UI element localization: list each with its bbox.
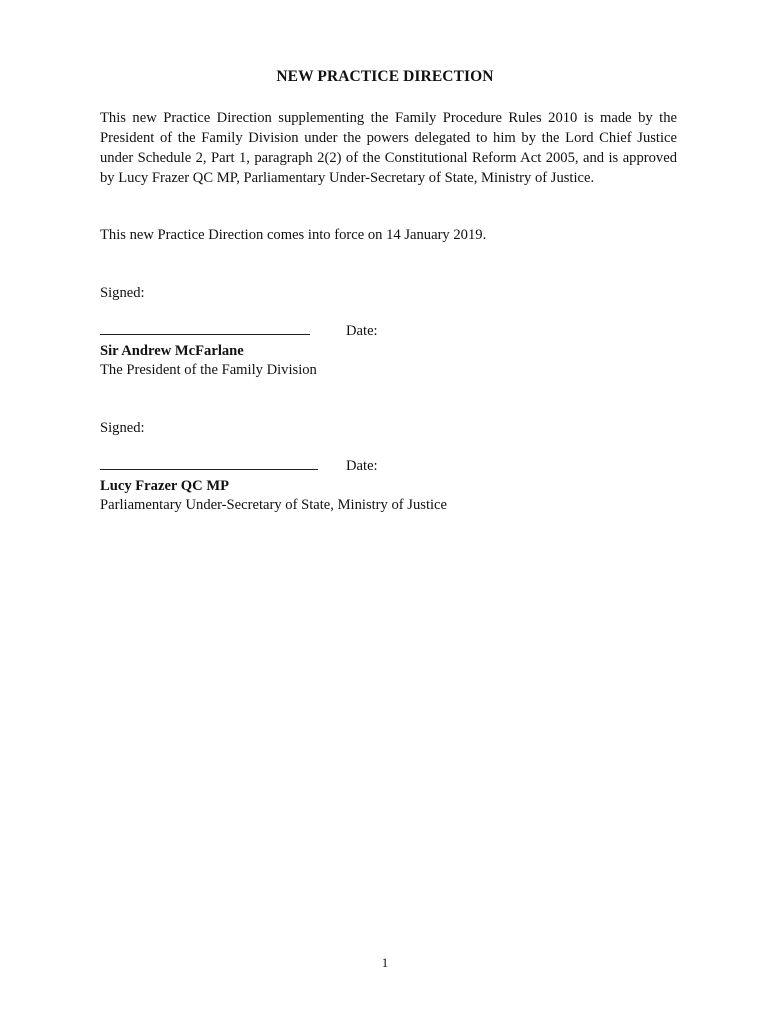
commencement-paragraph: This new Practice Direction comes into force on 14 January 2019. xyxy=(100,227,487,243)
intro-paragraph: This new Practice Direction supplementing the Family Procedure Rules 2010 is made by the President of the Family Division under the powers delegated to him by the Lord Chief Justice under Schedule 2, Part 1, paragraph 2(2) of the Constitutional Reform Act 2005, and is approved by Lucy Frazer QC MP, Parliamentary Under-Secretary of State, Ministry of Justice. xyxy=(100,110,677,186)
signatory-role: The President of the Family Division xyxy=(100,362,317,378)
document-title: NEW PRACTICE DIRECTION xyxy=(276,68,494,85)
signed-label: Signed: xyxy=(100,420,145,436)
signature-line xyxy=(100,469,318,470)
signature-line xyxy=(100,334,310,335)
signatory-name: Sir Andrew McFarlane xyxy=(100,343,244,359)
date-label: Date: xyxy=(346,323,378,339)
signed-label: Signed: xyxy=(100,285,145,301)
date-label: Date: xyxy=(346,458,378,474)
signatory-role: Parliamentary Under-Secretary of State, Ministry of Justice xyxy=(100,497,448,513)
page-number: 1 xyxy=(381,955,389,970)
signatory-name: Lucy Frazer QC MP xyxy=(100,478,230,494)
